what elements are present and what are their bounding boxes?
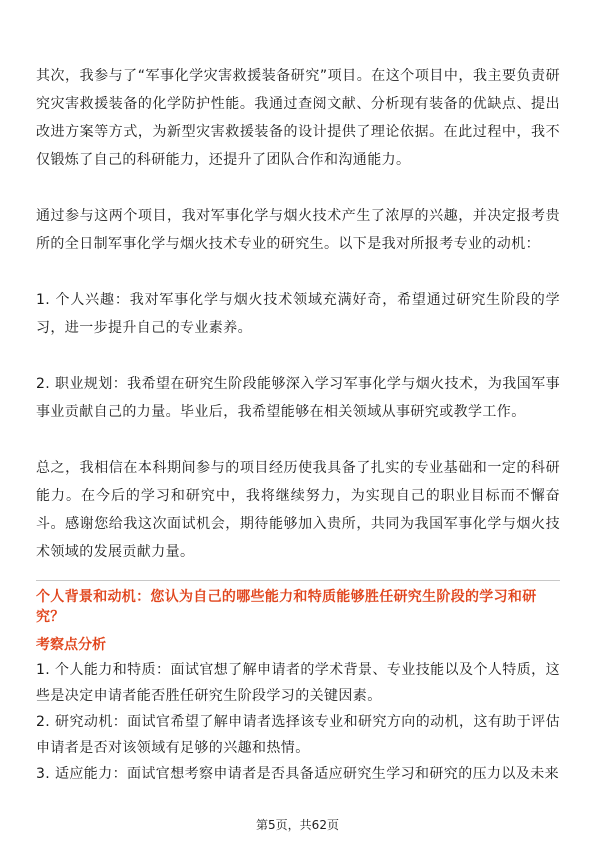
paragraph-conclusion: 总之，我相信在本科期间参与的项目经历使我具备了扎实的专业基础和一定的科研能力。在今后的学习和研究中，我将继续努力，为实现自己的职业目标而不懈奋斗。感谢您给我这次面试机会，期待能够加入贵所，共同为我国军事化学与烟火技术领域的发展贡献力量。 — [36, 460, 560, 560]
analysis-title: 考察点分析 — [36, 637, 106, 653]
paragraph-gap — [36, 174, 560, 202]
paragraph-personal-interest: 1. 个人兴趣：我对军事化学与烟火技术领域充满好奇，希望通过研究生阶段的学习，进一步提升自己的专业素养。 — [36, 292, 560, 336]
analysis-item: 2. 研究动机：面试官希望了解申请者选择该专业和研究方向的动机，这有助于评估申请者是否对该领域有足够的兴趣和热情。 — [36, 714, 560, 756]
paragraph-project-two: 其次，我参与了“军事化学灾害救援装备研究”项目。在这个项目中，我主要负责研究灾害救援装备的化学防护性能。我通过查阅文献、分析现有装备的优缺点、提出改进方案等方式，为新型灾害救援装备的设计提供了理论依据。在此过程中，我不仅锻炼了自己的科研能力，还提升了团队合作和沟通能力。 — [36, 68, 560, 168]
paragraph-gap — [36, 426, 560, 454]
analysis-item: 3. 适应能力：面试官想考察申请者是否具备适应研究生学习和研究的压力以及未来 — [36, 766, 560, 782]
paragraph-gap — [36, 258, 560, 286]
section-divider — [36, 580, 560, 581]
analysis-item: 1. 个人能力和特质：面试官想了解申请者的学术背景、专业技能以及个人特质，这些是决定申请者能否胜任研究生阶段学习的关键因素。 — [36, 662, 560, 704]
interview-question: 个人背景和动机：您认为自己的哪些能力和特质能够胜任研究生阶段的学习和研究？ — [36, 589, 537, 625]
paragraph-career-plan: 2. 职业规划：我希望在研究生阶段能够深入学习军事化学与烟火技术，为我国军事事业贡献自己的力量。毕业后，我希望能够在相关领域从事研究或教学工作。 — [36, 376, 560, 420]
page-number: 第5页，共62页 — [256, 818, 339, 832]
paragraph-motivation-intro: 通过参与这两个项目，我对军事化学与烟火技术产生了浓厚的兴趣，并决定报考贵所的全日制军事化学与烟火技术专业的研究生。以下是我对所报考专业的动机： — [36, 208, 560, 252]
paragraph-gap — [36, 342, 560, 370]
page-content — [36, 62, 560, 787]
